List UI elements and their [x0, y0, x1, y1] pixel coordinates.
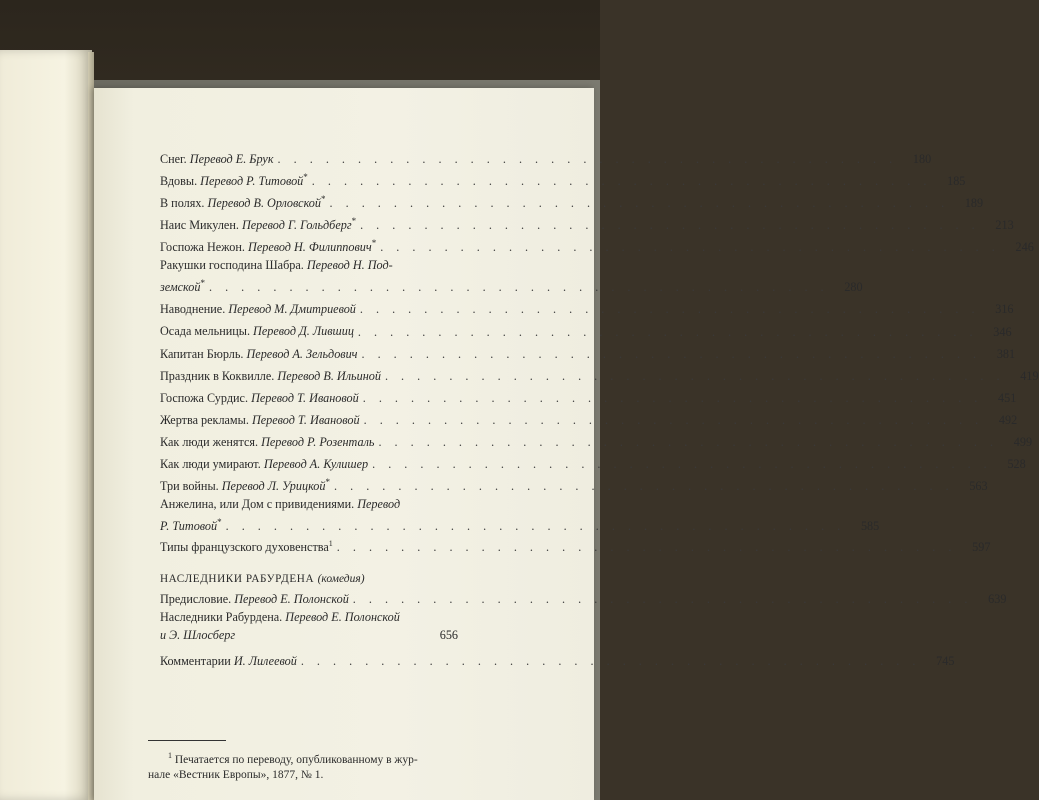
page-number: 585 [860, 519, 880, 533]
entry-translator-cont: Р. Титовой [160, 519, 218, 533]
toc-entry [160, 652, 955, 670]
page-number: 189 [964, 196, 984, 211]
toc-entry [160, 473, 988, 495]
footnote-line-1: Печатается по переводу, опубликованному в жур- [174, 753, 418, 766]
entry-title: Типы французского духовенства [160, 540, 329, 555]
toc-entry [160, 590, 1007, 608]
page-number: 280 [844, 280, 863, 295]
entry-translator: Перевод А. Кулишер [263, 456, 369, 471]
page-number: 451 [998, 390, 1017, 405]
footnote-mark: * [217, 516, 222, 527]
entry-title: Госпожа Сурдис. [160, 390, 249, 405]
entry-translator: Перевод Е. Полонской [285, 610, 400, 625]
entry-title: Осада мельницы. [160, 324, 250, 339]
page-number: 246 [1015, 240, 1034, 255]
toc-entry [160, 495, 880, 535]
entry-translator: Перевод Е. Брук [189, 152, 274, 167]
book-page [94, 88, 1039, 800]
footnote-line-2: нале «Вестник Европы», 1877, № 1. [148, 768, 324, 781]
footnote-rule [148, 740, 226, 741]
leader-dots: . . . . . . . . . . . . . . . . . . . . . . . . . . . . . . . . . . . . . . . [380, 240, 1000, 255]
entry-title: Как люди умирают. [160, 456, 261, 471]
leader-dots: . . . . . . . . . . . . . . . . . . . . . . . . . . . . . . . . . . . . . . . [372, 456, 992, 471]
footnote-mark: * [303, 172, 308, 183]
table-of-contents [160, 146, 1039, 670]
entry-title: Анжелина, или Дом с привидениями. [160, 496, 355, 511]
page-number: 492 [998, 412, 1018, 427]
leader-dots: . . . . . . . . . . . . . . . . . . . . . . . . . . . . . . . . . . . . . . . [329, 196, 950, 211]
entry-title: Капитан Бюрль. [160, 346, 244, 361]
toc-entry [160, 212, 1014, 234]
leader-dots: . . . . . . . . . . . . . . . . . . . . . . . . . . . . . . . . . . . . . . . [359, 302, 980, 317]
leader-dots: . . . . . . . . . . . . . . . . . . . . . . . . . . . . . . . . . . . . . . . [208, 280, 829, 295]
entry-title: Жертва рекламы. [160, 412, 249, 427]
footnote-mark: * [325, 476, 330, 487]
entry-translator: Перевод А. Зельдович [246, 346, 358, 361]
entry-title: Госпожа Нежон. [160, 240, 245, 255]
page-number: 346 [993, 324, 1012, 339]
entry-translator: Перевод Т. Ивановой [251, 390, 359, 405]
entry-translator: Перевод Н. Филиппович [248, 240, 372, 255]
footnote [148, 748, 478, 783]
page-number: 528 [1007, 456, 1026, 471]
entry-title: Наводнение. [160, 302, 226, 317]
page-number: 180 [912, 152, 932, 167]
entry-translator: Перевод В. Орловской [207, 196, 321, 211]
page-number: 499 [1013, 434, 1033, 449]
leader-dots: . . . . . . . . . . . . . . . . . . . . . . . . . . . . . . . . . . . . . . . [277, 152, 898, 167]
leader-dots: . . . . . . . . . . . . . . . . . . . . . . . . . . . . . . . . . . . . . . . [311, 174, 932, 189]
entry-translator: И. Лилеевой [233, 654, 297, 669]
entry-translator: Перевод В. Ильиной [277, 368, 381, 383]
section-title: НАСЛЕДНИКИ РАБУРДЕНА [160, 573, 315, 586]
entry-translator-cont: и Э. Шлосберг [160, 628, 236, 643]
entry-translator: Перевод Р. Розенталь [261, 434, 375, 449]
leader-dots: . . . . . . . . . . . . . . . . . . . . . . . . . . . . . . . . . . . . . . . [300, 654, 921, 669]
leader-dots: . . . . . . . . . . . . . . . . . . . . . . . . . . . . . . . . . . . . . . . [336, 540, 957, 555]
toc-entry [160, 190, 984, 212]
page-number: 213 [995, 218, 1014, 233]
leader-dots: . . . . . . . . . . . . . . . . . . . . . . . . . . . . . . . . . . . . . . . [334, 478, 954, 493]
page-number: 185 [947, 174, 966, 189]
entry-translator: Перевод Е. Полонской [234, 592, 349, 607]
toc-entry [160, 234, 1034, 256]
page-number: 639 [988, 592, 1007, 607]
entry-translator: Перевод [357, 496, 401, 511]
section-heading [160, 570, 458, 588]
toc-entry [160, 608, 458, 644]
entry-title: Вдовы. [160, 174, 198, 189]
entry-title: Три войны. [160, 478, 219, 493]
leader-dots: . . . . . . . . . . . . . . . . . . . . . . . . . . . . . . . . . . . . . . . [225, 519, 846, 533]
toc-entry [160, 451, 1026, 473]
entry-translator: Перевод М. Дмитриевой [228, 302, 356, 317]
leader-dots: . . . . . . . . . . . . . . . . . . . . . . . . . . . . . . . . . . . . . . . [378, 434, 999, 449]
footnote-mark: * [371, 238, 377, 249]
toc-entry [160, 429, 1033, 451]
toc-entry [160, 363, 1039, 385]
leader-dots: . . . . . . . . . . . . . . . . . . . . . . . . . . . . . . . . . . . . . . . [384, 368, 1005, 383]
toc-entry [160, 256, 863, 296]
toc-entry [160, 168, 966, 190]
page-number: 597 [972, 540, 991, 555]
footnote-mark: 1 [168, 751, 172, 760]
entry-title: Наис Микулен. [160, 218, 239, 233]
footnote-mark: * [351, 216, 357, 227]
toc-entry [160, 318, 1012, 340]
leader-dots: . . . . . . . . . . . . . . . . . . . . . . . . . . . . . . . . . . . . . . . [352, 592, 973, 607]
entry-title: Наследники Рабурдена. [160, 610, 283, 625]
toc-entry [160, 407, 1018, 429]
leader-dots: . . . . . . . . . . . . . . . . . . . . . . . . . . . . . . . . . . . . . . . [361, 346, 982, 361]
left-facing-page [0, 50, 92, 800]
entry-translator: Перевод Л. Урицкой [221, 478, 326, 493]
entry-translator: Перевод Т. Ивановой [251, 412, 360, 427]
page-number: 316 [995, 302, 1014, 317]
entry-translator: Перевод Н. Под- [306, 258, 393, 273]
entry-translator-cont: земской [160, 280, 201, 295]
leader-dots: . . . . . . . . . . . . . . . . . . . . . . . . . . . . . . . . . . . . . . . [362, 390, 983, 405]
leader-dots: . . . . . . . . . . . . . . . . . . . . . . . . . . . . . . . . . . . . . . . [363, 412, 984, 427]
entry-title: В полях. [160, 196, 205, 211]
entry-translator: Перевод Г. Гольдберг [241, 218, 352, 233]
toc-entry [160, 341, 1016, 363]
footnote-ref: 1 [328, 539, 333, 548]
leader-dots: . . . . . . . . . . . . . . . . . . . . . . . . . . . . . . . . . . . . . . . [357, 324, 978, 339]
entry-title: Предисловие. [160, 592, 232, 607]
toc-entry [160, 535, 991, 556]
toc-entry [160, 296, 1014, 318]
footnote-mark: * [321, 194, 326, 205]
section-subtitle: (комедия) [317, 573, 365, 586]
page-number: 745 [936, 654, 955, 669]
entry-translator: Перевод Р. Титовой [200, 174, 304, 189]
entry-translator: Перевод Д. Лившиц [253, 324, 354, 339]
leader-dots: . . . . . . . . . . . . . . . . . . . . . . . . . . . . . . . . . . . . . . . [360, 218, 980, 233]
footnote-mark: * [200, 278, 205, 289]
toc-entry [160, 146, 932, 168]
page-number: 563 [969, 478, 988, 493]
page-number: 656 [439, 628, 458, 643]
entry-title: Комментарии [160, 654, 231, 669]
page-number: 381 [996, 346, 1016, 361]
entry-title: Ракушки господина Шабра. [160, 258, 304, 273]
entry-title: Праздник в Коквилле. [160, 368, 275, 383]
page-number: 419 [1020, 368, 1039, 383]
entry-title: Снег. [160, 152, 187, 167]
toc-entry [160, 385, 1017, 407]
entry-title: Как люди женятся. [160, 434, 259, 449]
